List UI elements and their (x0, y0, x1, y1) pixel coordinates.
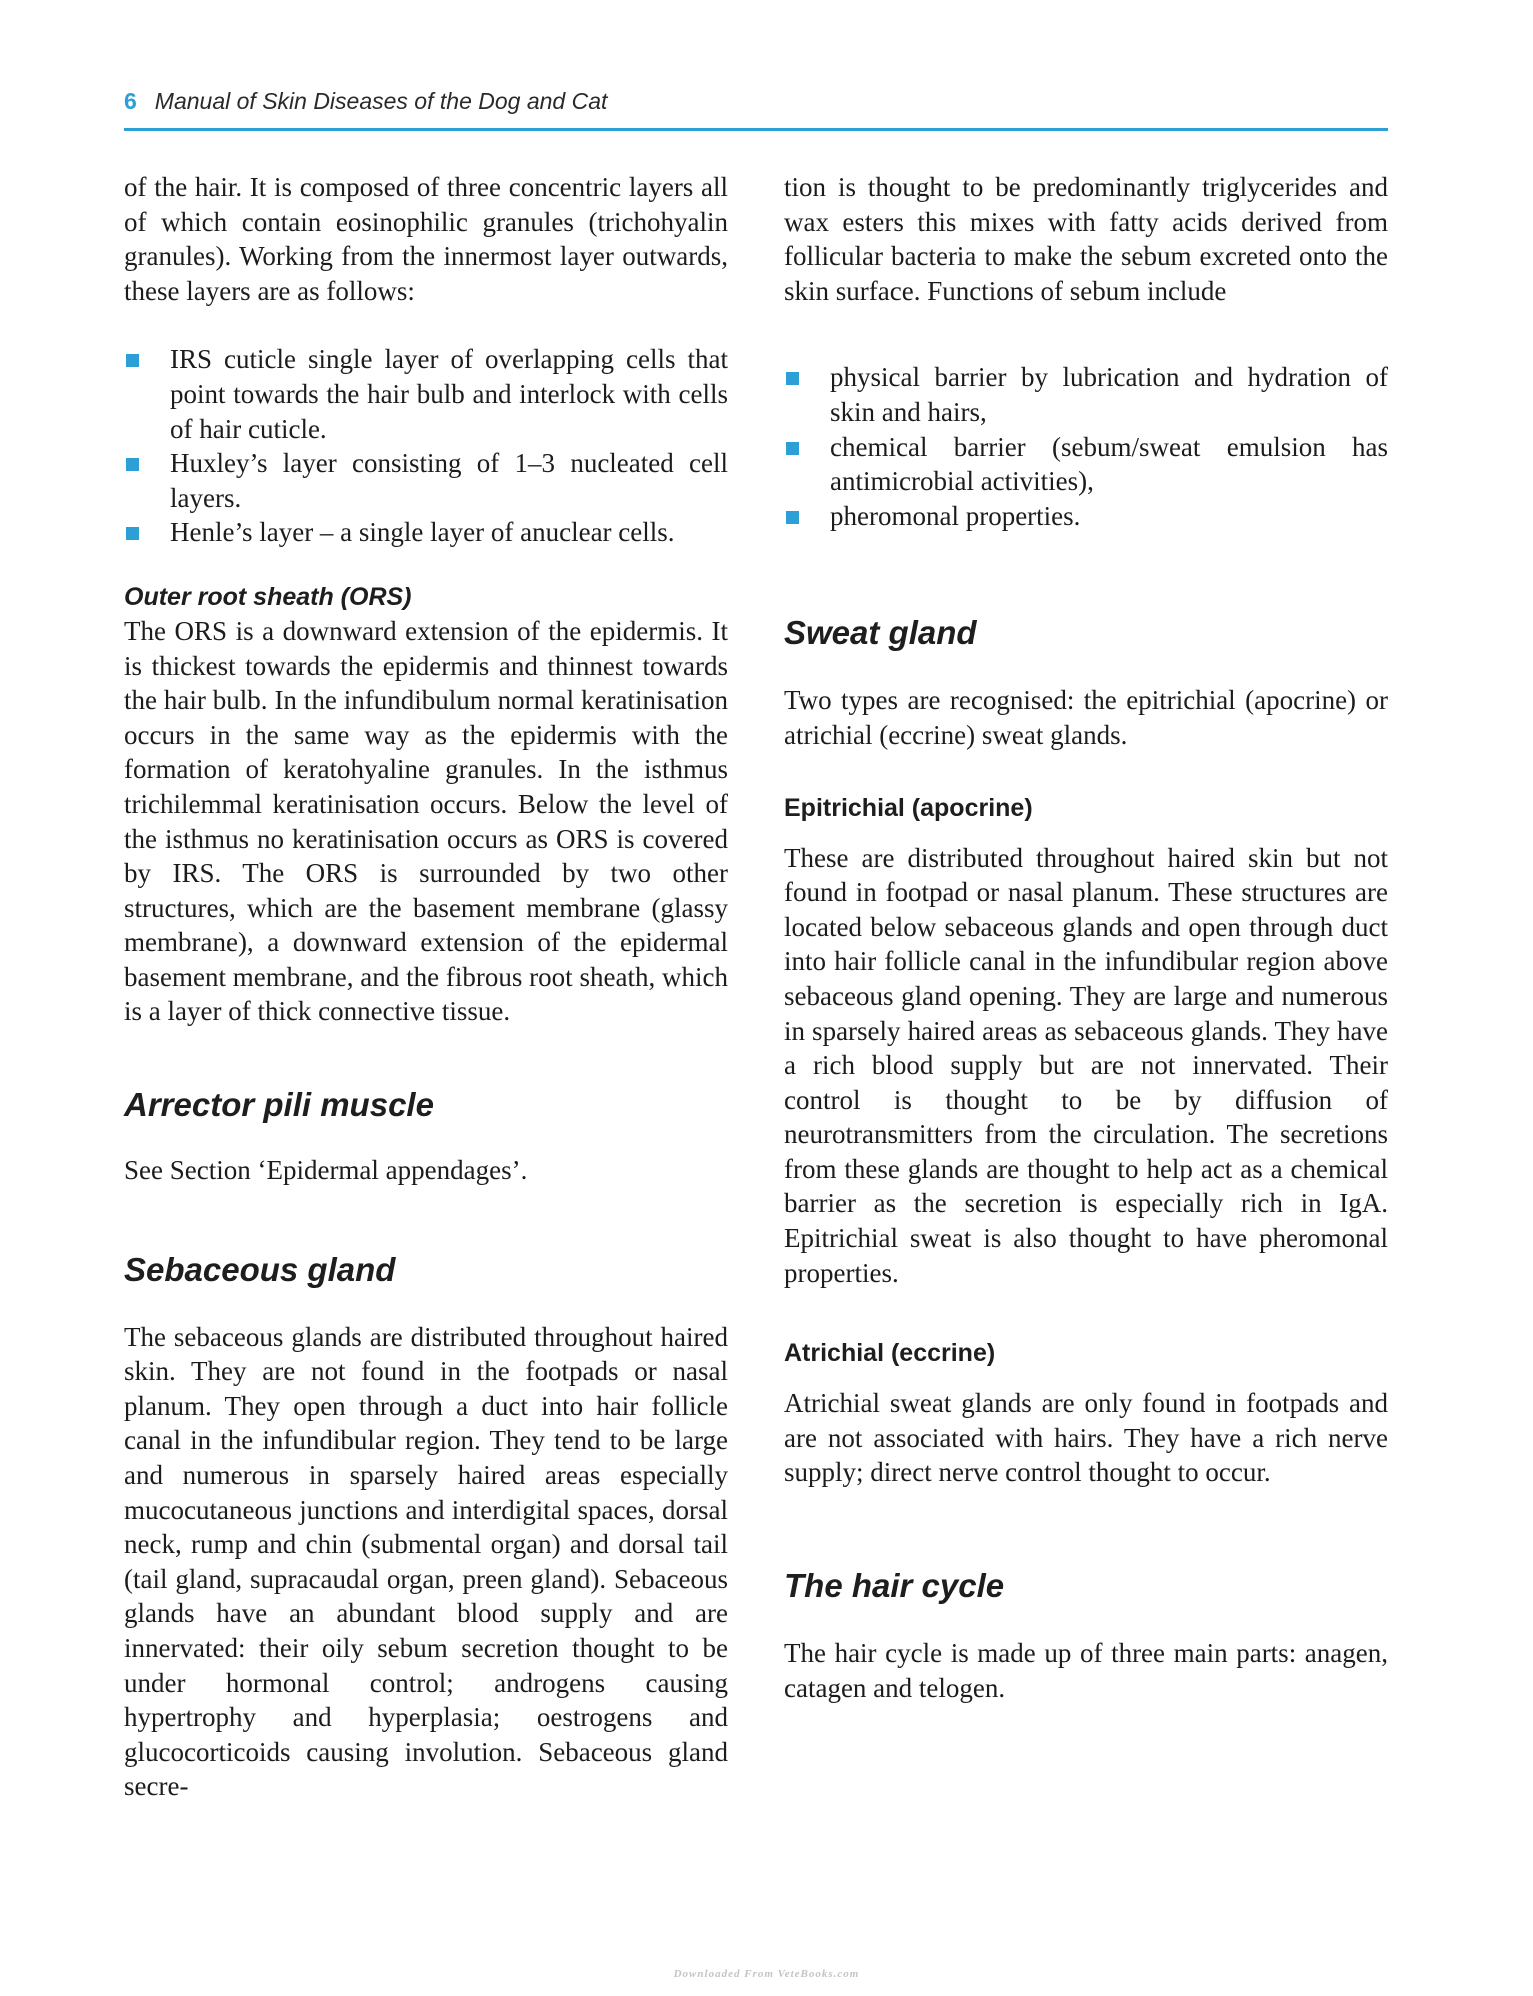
intro-paragraph: of the hair. It is composed of three concentric layers all of which contain eosinophilic granules (trichohyalin granules). Working from the innermost layer outwards, these layers are as follows: (124, 172, 728, 306)
sweat-gland-heading: Sweat gland (784, 614, 977, 652)
epitrichial-paragraph: These are distributed throughout haired skin but not found in footpad or nasal planum. These structures are located below sebaceous glands and open through duct into hair follicle canal in the infundibular region above sebaceous gland opening. They are large and numerous in sparsely haired areas as sebaceous glands. They have a rich blood supply but are not innervated. Their control is thought to be by diffusion of neurotransmitters from the circulation. The secretions from these glands are thought to help act as a chemical barrier as the secretion is especially rich in IgA. Epitrichial sweat is also thought to have pheromonal properties. (784, 842, 1388, 1288)
sweat-gland-paragraph: Two types are recognised: the epitrichial (apocrine) or atrichial (eccrine) sweat glands. (784, 685, 1388, 750)
right-column (784, 170, 1388, 1705)
list-item: pheromonal properties. (784, 499, 1388, 534)
bullet-square-icon (786, 511, 799, 524)
running-title: Manual of Skin Diseases of the Dog and Cat (154, 88, 608, 114)
irs-layer-list (124, 342, 728, 550)
hair-cycle-paragraph: The hair cycle is made up of three main parts: anagen, catagen and telogen. (784, 1638, 1388, 1703)
list-item: IRS cuticle single layer of overlapping cells that point towards the hair bulb and interlock with cells of hair cuticle. (124, 342, 728, 446)
arrector-pili-heading: Arrector pili muscle (124, 1086, 434, 1124)
bullet-square-icon (126, 458, 139, 471)
list-item: Huxley’s layer consisting of 1–3 nucleated cell layers. (124, 446, 728, 515)
bullet-square-icon (786, 442, 799, 455)
left-column (124, 170, 728, 1804)
header-rule (124, 128, 1388, 131)
watermark: Downloaded From VeteBooks.com (673, 1968, 860, 1980)
sebum-function-list (784, 360, 1388, 533)
epitrichial-heading: Epitrichial (apocrine) (784, 793, 1033, 822)
page-number: 6 (124, 88, 137, 114)
sebum-paragraph: tion is thought to be predominantly triglycerides and wax esters this mixes with fatty acids derived from follicular bacteria to make the sebum excreted onto the skin surface. Functions of sebum include (784, 172, 1388, 306)
list-item: chemical barrier (sebum/sweat emulsion has antimicrobial activities), (784, 430, 1388, 499)
hair-cycle-heading: The hair cycle (784, 1567, 1005, 1605)
running-header (124, 88, 1388, 128)
ors-paragraph: The ORS is a downward extension of the epidermis. It is thickest towards the epidermis and thinnest towards the hair bulb. In the infundibulum normal keratinisation occurs in the same way as the epidermis with the formation of keratohyaline granules. In the isthmus trichilemmal keratinisation occurs. Below the level of the isthmus no keratinisation occurs as ORS is covered by IRS. The ORS is surrounded by two other structures, which are the basement membrane (glassy membrane), a downward extension of the epidermal basement membrane, and the fibrous root sheath, which is a layer of thick connective tissue. (124, 615, 728, 1027)
arrector-pili-paragraph: See Section ‘Epidermal appendages’. (124, 1155, 528, 1186)
atrichial-heading: Atrichial (eccrine) (784, 1339, 996, 1368)
bullet-square-icon (126, 354, 139, 367)
atrichial-paragraph: Atrichial sweat glands are only found in footpads and are not associated with hairs. They have a rich nerve supply; direct nerve control thought to occur. (784, 1388, 1388, 1488)
sebaceous-gland-paragraph: The sebaceous glands are distributed throughout haired skin. They are not found in the footpads or nasal planum. They open through a duct into hair follicle canal in the infundibular region. They tend to be large and numerous in sparsely haired areas especially mucocutaneous junctions and interdigital spaces, dorsal neck, rump and chin (submental organ) and dorsal tail (tail gland, supracaudal organ, preen gland). Sebaceous glands have an abundant blood supply and are innervated: their oily sebum secretion thought to be under hormonal control; androgens causing hypertrophy and hyperplasia; oestrogens and glucocorticoids causing involution. Sebaceous gland secre- (124, 1321, 728, 1802)
bullet-square-icon (126, 527, 139, 540)
list-item: Henle’s layer – a single layer of anuclear cells. (124, 515, 728, 550)
ors-heading: Outer root sheath (ORS) (124, 582, 412, 611)
sebaceous-gland-heading: Sebaceous gland (124, 1250, 396, 1288)
list-item: physical barrier by lubrication and hydration of skin and hairs, (784, 360, 1388, 429)
bullet-square-icon (786, 372, 799, 385)
